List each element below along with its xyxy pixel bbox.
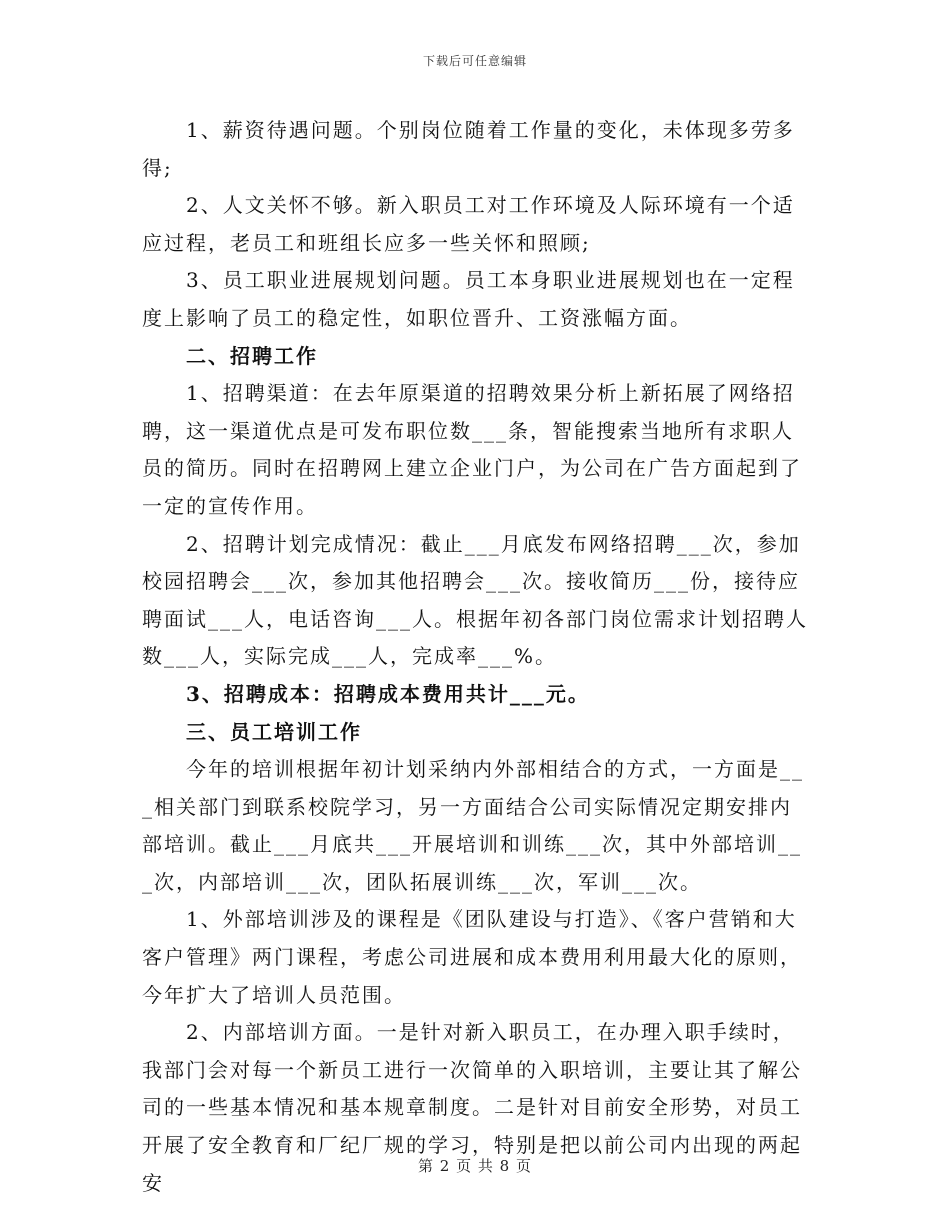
paragraph: 1、外部培训涉及的课程是《团队建设与打造》、《客户营销和大客户管理》两门课程，考虑公司进展和成本费用利用最大化的原则，今年扩大了培训人员范围。 bbox=[142, 907, 802, 1007]
paragraph: 2、招聘计划完成情况：截止___月底发布网络招聘___次，参加校园招聘会___次，参加其他招聘会___次。接收简历___份，接待应聘面试___人，电话咨询___人。根据年初各部门岗位需求计划招聘人数___人，实际完成___人，完成率___%。 bbox=[142, 531, 808, 669]
section-heading: 二、招聘工作 bbox=[186, 343, 318, 368]
paragraph: 今年的培训根据年初计划采纳内外部相结合的方式，一方面是___相关部门到联系校院学习，另一方面结合公司实际情况定期安排内部培训。截止___月底共___开展培训和训练___次，其中外部培训___次，内部培训___次，团队拓展训练___次，军训___次。 bbox=[142, 757, 804, 894]
page-header: 下载后可任意编辑 bbox=[422, 54, 527, 68]
bold-paragraph: 3、招聘成本：招聘成本费用共计___元。 bbox=[186, 681, 590, 706]
paragraph: 1、薪资待遇问题。个别岗位随着工作量的变化，未体现多劳多得; bbox=[142, 118, 795, 180]
paragraph: 1、招聘渠道：在去年原渠道的招聘效果分析上新拓展了网络招聘，这一渠道优点是可发布职位数___条，智能搜索当地所有求职人员的简历。同时在招聘网上建立企业门户，为公司在广告方面起到了一定的宣传作用。 bbox=[142, 381, 802, 518]
paragraph: 3、员工职业进展规划问题。员工本身职业进展规划也在一定程度上影响了员工的稳定性，如职位晋升、工资涨幅方面。 bbox=[142, 268, 795, 330]
page-footer: 第 2 页 共 8 页 bbox=[418, 1157, 532, 1175]
document-body bbox=[142, 112, 812, 1202]
section-heading: 三、员工培训工作 bbox=[186, 719, 362, 744]
paragraph: 2、人文关怀不够。新入职员工对工作环境及人际环境有一个适应过程，老员工和班组长应多一些关怀和照顾; bbox=[142, 193, 795, 255]
paragraph: 2、内部培训方面。一是针对新入职员工，在办理入职手续时，我部门会对每一个新员工进行一次简单的入职培训，主要让其了解公司的一些基本情况和基本规章制度。二是针对目前安全形势，对员工开展了安全教育和厂纪厂规的学习，特别是把以前公司内出现的两起安 bbox=[142, 1020, 802, 1195]
